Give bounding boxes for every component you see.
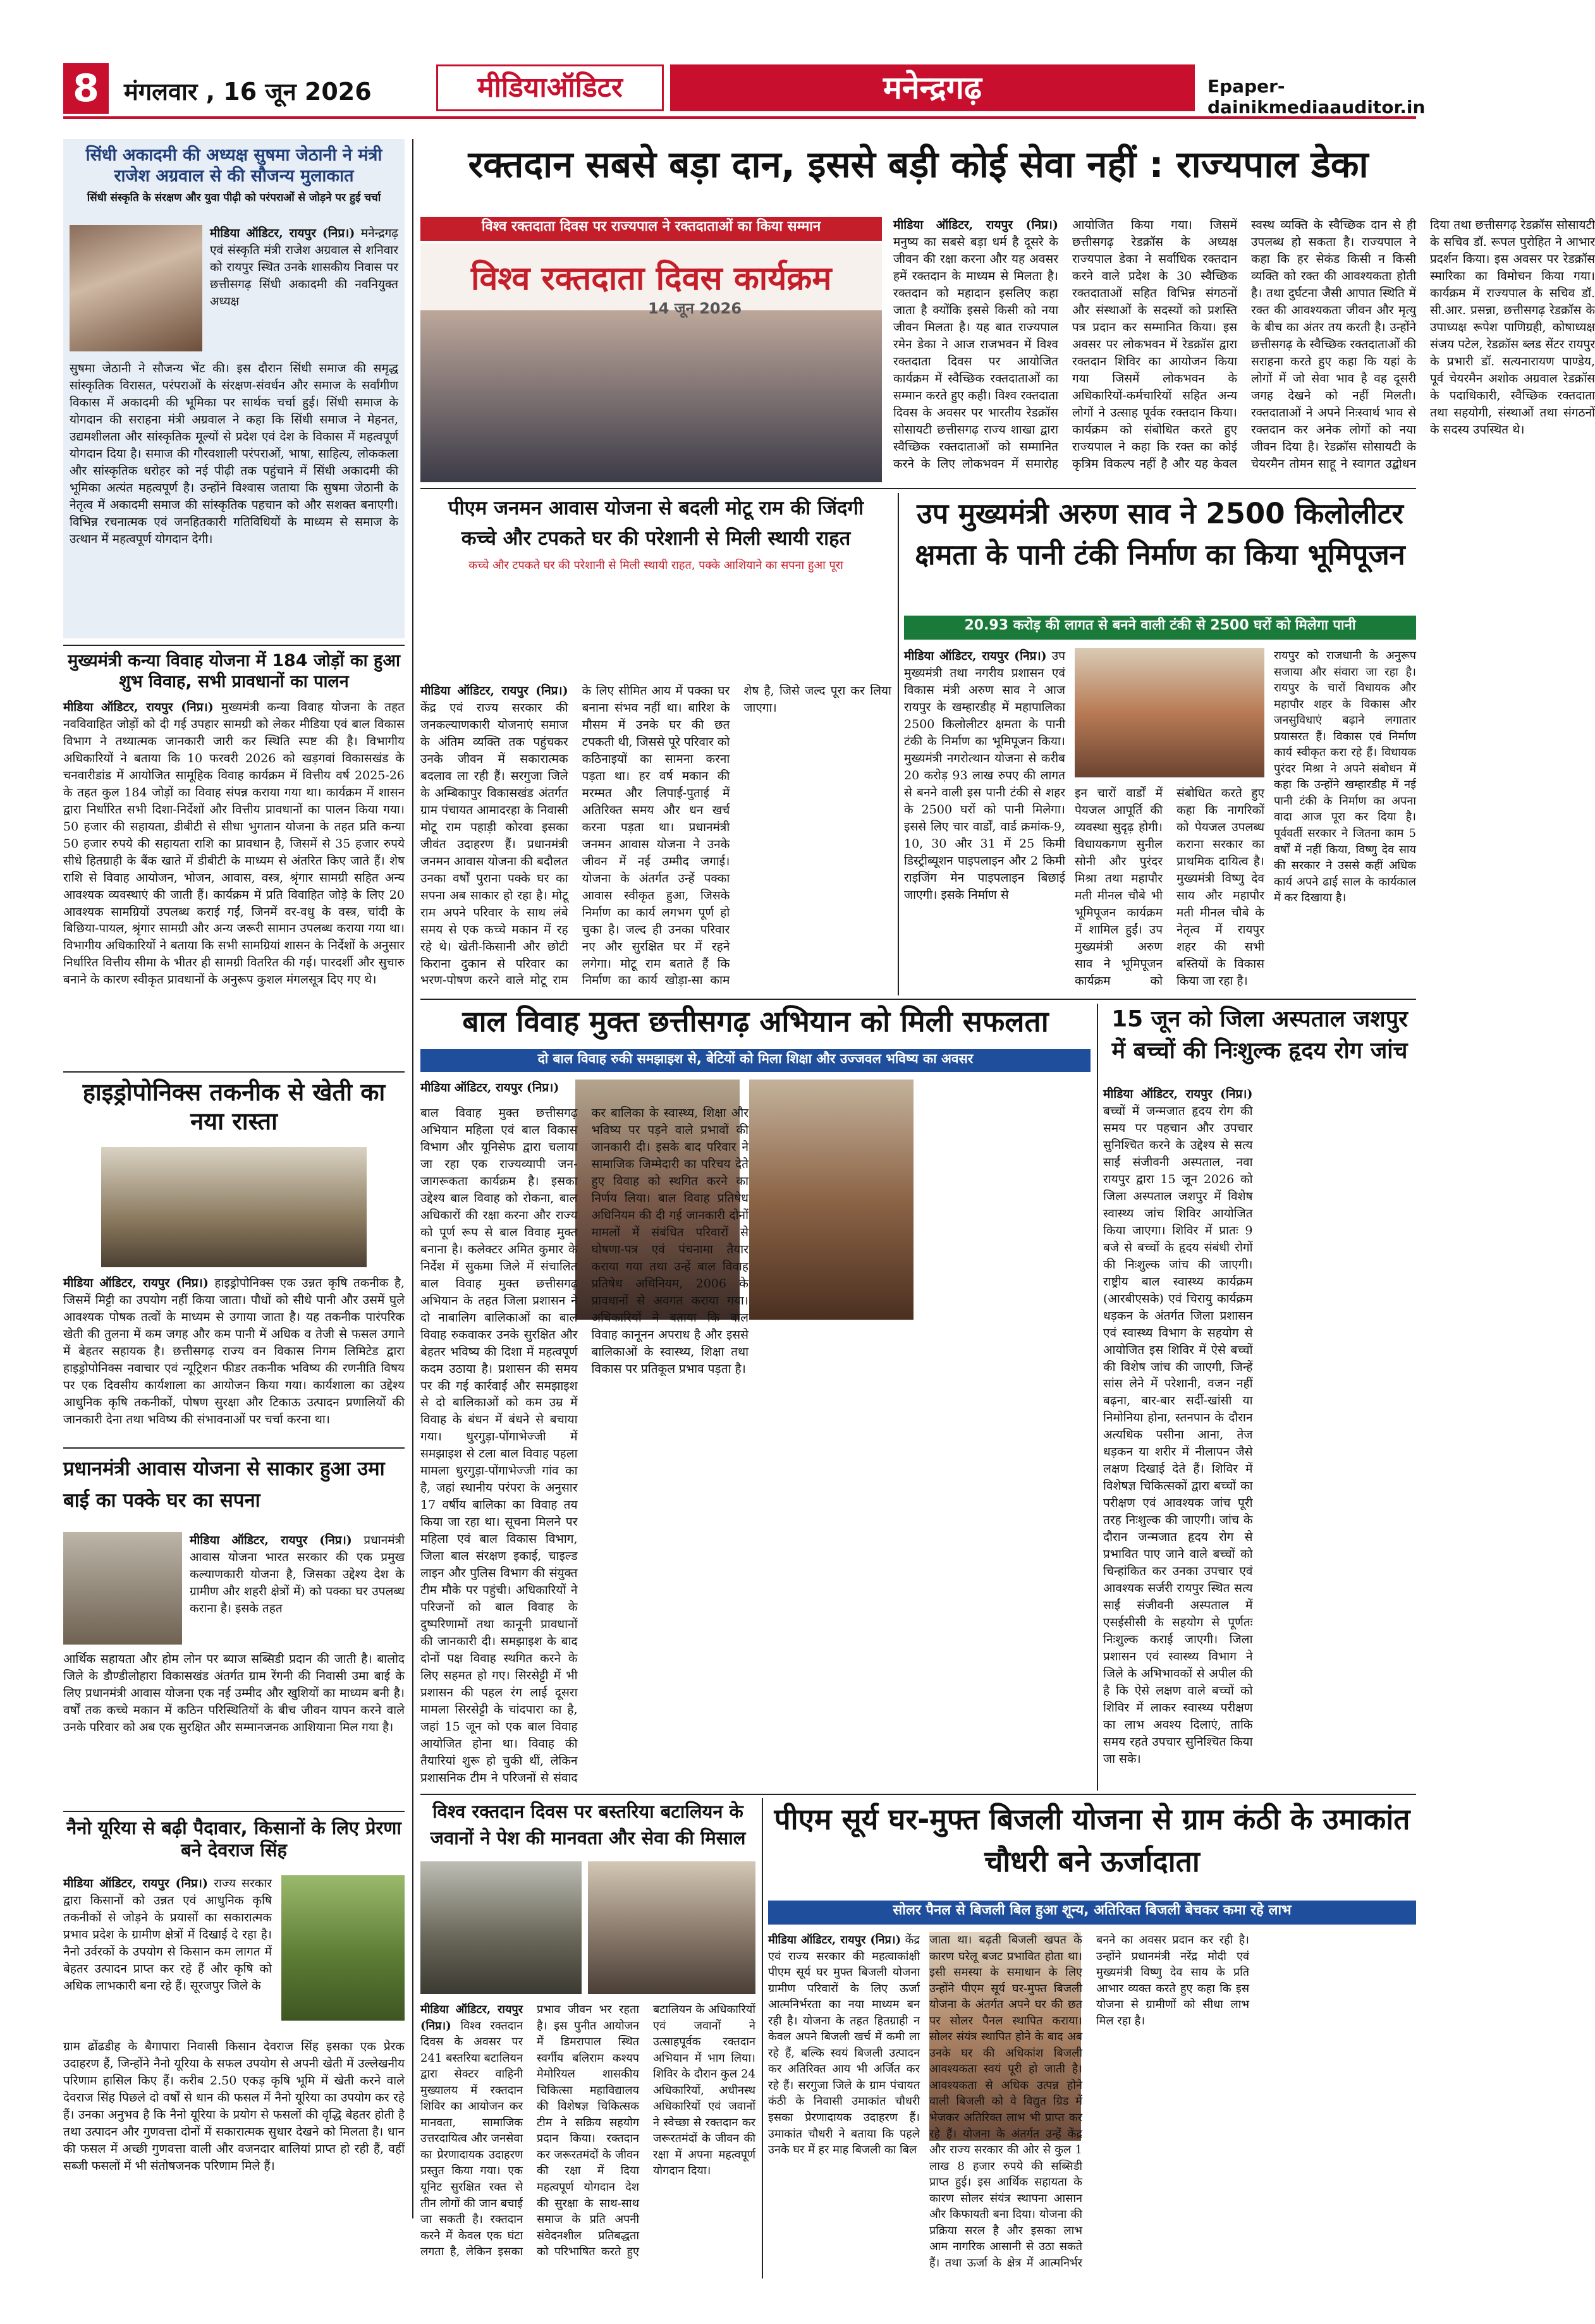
dateline: मीडिया ऑडिटर, रायपुर (निप्र।) <box>768 1933 901 1947</box>
headline: बाल विवाह मुक्त छत्तीसगढ़ अभियान को मिली सफलता <box>462 1004 1049 1038</box>
headline: उप मुख्यमंत्री अरुण साव ने 2500 किलोलीटर क्षमता के पानी टंकी निर्माण का किया भूमिपूजन <box>915 497 1405 572</box>
article-body: केंद्र एवं राज्य सरकार की जनकल्याणकारी योजनाएं समाज के अंतिम व्यक्ति तक पहुंचकर उनके जीवन में सकारात्मक बदलाव ला रही हैं। सरगुजा जिले के अम्बिकापुर विकासखंड अंतर्गत ग्राम पंचायत आमादरहा के निवासी मोटू राम पहाड़ी कोरवा इसका जीवंत उदाहरण हैं। प्रधानमंत्री जनमन आवास योजना की बदौलत उनका वर्षों पुराना पक्के घर का सपना अब साकार हो रहा है। मोटू राम अपने परिवार के साथ लंबे समय से एक कच्चे मकान में रह रहे थे। खेती-किसानी और छोटी किराना दुकान से परिवार का भरण-पोषण करने वाले मोटू राम के लिए सीमित आय में पक्का घर बनाना संभव नहीं था। बारिश के मौसम में उनके घर की छत टपकती थी, जिससे पूरे परिवार को कठिनाइयों का सामना करना पड़ता था। हर वर्ष मकान की मरम्मत और लिपाई-पुताई में अतिरिक्त समय और धन खर्च करना पड़ता था। प्रधानमंत्री जनमन आवास योजना ने उनके जीवन में नई उम्मीद जगाई। योजना के अंतर्गत उन्हें पक्का आवास स्वीकृत हुआ, जिसके निर्माण का कार्य लगभग पूर्ण हो चुका है। जल्द ही उनका परिवार नए और सुरक्षित घर में रहने लगेगा। मोटू राम बताते हैं कि निर्माण का कार्य खोड़ा-सा काम शेष है, जिसे जल्द पूरा कर लिया जाएगा। <box>420 684 891 988</box>
subheadline-band: विश्व रक्तदाता दिवस पर राज्यपाल ने रक्तदाताओं का किया सम्मान <box>420 217 882 241</box>
headline: पीएम जनमन आवास योजना से बदली मोटू राम की जिंदगी कच्चे और टपकते घर की परेशानी से मिली स्थायी राहत <box>448 497 864 551</box>
article-body-3: रायपुर को राजधानी के अनुरूप सजाया और संवारा जा रहा है। रायपुर के चारों विधायक और महापौर शहर के विकास और जनसुविधाएं बढ़ाने लगातार प्रयासरत हैं। विकास एवं निर्माण कार्य स्वीकृत करा रहे हैं। विधायक पुरंदर मिश्रा ने अपने संबोधन में कहा कि उन्होंने खम्हारडीह में नई पानी टंकी के निर्माण का अपना वादा आज पूरा कर दिया है। पूर्ववर्ती सरकार ने जितना काम 5 वर्षों में नहीं किया, विष्णु देव साय की सरकार ने उससे कहीं अधिक कार्य अपने ढाई साल के कार्यकाल में कर दिखाया है। <box>1274 649 1416 905</box>
masthead <box>63 61 1426 119</box>
subheadline: सिंधी संस्कृति के संरक्षण और युवा पीढ़ी को परंपराओं से जोड़ने पर हुई चर्चा <box>87 191 381 204</box>
article-battalion <box>420 1798 755 2278</box>
article-body: विश्व रक्तदान दिवस के अवसर पर 241 बस्तरिया बटालियन द्वारा सेक्टर वाहिनी मुख्यालय में रक्तदान शिविर का आयोजन कर मानवता, सामाजिक उत्तरदायित्व और जनसेवा का प्रेरणादायक उदाहरण प्रस्तुत किया गया। एक यूनिट सुरक्षित रक्त से तीन लोगों की जान बचाई जा सकती है। रक्तदान करने में केवल एक घंटा लगता है, लेकिन इसका प्रभाव जीवन भर रहता है। इस पुनीत आयोजन में डिमरापाल स्थित स्वर्गीय बलिराम कश्यप मेमोरियल शासकीय चिकित्सा महाविद्यालय की विशेषज्ञ चिकित्सक टीम ने सक्रिय सहयोग प्रदान किया। रक्तदान कर जरूरतमंदों के जीवन की रक्षा में दिया महत्वपूर्ण योगदान देश की सुरक्षा के साथ-साथ समाज के प्रति अपनी संवेदनशील प्रतिबद्धता को परिभाषित करते हुए बटालियन के अधिकारियों एवं जवानों ने उत्साहपूर्वक रक्तदान अभियान में भाग लिया। शिविर के दौरान कुल 24 अधिकारियों, अधीनस्थ अधिकारियों एवं जवानों ने स्वेच्छा से रक्तदान कर जरूरतमंदों के जीवन की रक्षा में अपना महत्वपूर्ण योगदान दिया। <box>420 2003 755 2259</box>
subheadline-band: दो बाल विवाह रुकी समझाइश से, बेटियों को मिला शिक्षा और उज्जवल भविष्य का अवसर <box>420 1049 1091 1072</box>
dateline: मीडिया ऑडिटर, रायपुर (निप्र।) <box>420 1081 559 1095</box>
article-intro: मनेन्द्रगढ़ एवं संस्कृति मंत्री राजेश अग्रवाल से शनिवार को रायपुर स्थित उनके शासकीय निवास पर छत्तीसगढ़ सिंधी अकादमी की नवनियुक्त अध्यक्ष <box>210 226 398 308</box>
article-sindhi <box>63 139 405 638</box>
article-hydroponics <box>63 1078 405 1444</box>
article-water-tank <box>904 493 1416 995</box>
dateline: मीडिया ऑडिटर, रायपुर (निप्र।) <box>63 700 214 714</box>
article-body-2: इन चारों वार्डों में पेयजल आपूर्ति की व्यवस्था सुदृढ़ होगी। विधायकगण सुनील सोनी और पुरंदर मिश्रा तथा महापौर मती मीनल चौबे भी भूमिपूजन कार्यक्रम में शामिल हुईं। उप मुख्यमंत्री अरुण साव ने भूमिपूजन कार्यक्रम को संबोधित करते हुए कहा कि नागरिकों को पेयजल उपलब्ध कराना सरकार का प्राथमिक दायित्व है। मुख्यमंत्री विष्णु देव साय और महापौर मती मीनल चौबे के नेतृत्व में रायपुर शहर की सभी बस्तियों के विकास किया जा रहा है। <box>1075 786 1264 988</box>
photo-farmer <box>281 1875 405 2021</box>
dateline: मीडिया ऑडिटर, रायपुर (निप्र।) <box>190 1533 352 1547</box>
photo-bhoomipujan <box>1075 648 1264 777</box>
article-kanya-vivah <box>63 651 405 1068</box>
photo-house <box>63 1532 182 1645</box>
article-raktdaan <box>420 142 1595 487</box>
headline: 15 जून को जिला अस्पताल जशपुर में बच्चों की निःशुल्क हृदय रोग जांच <box>1111 1006 1408 1064</box>
article-child-marriage <box>420 1004 1091 1791</box>
headline: मुख्यमंत्री कन्या विवाह योजना में 184 जोड़ों का हुआ शुभ विवाह, सभी प्रावधानों का पालन <box>68 651 400 691</box>
dateline: मीडिया ऑडिटर, रायपुर (निप्र।) <box>904 649 1047 663</box>
event-banner-text: विश्व रक्तदाता दिवस कार्यक्रम <box>471 260 832 298</box>
dateline: मीडिया ऑडिटर, रायपुर (निप्र।) <box>63 1877 209 1890</box>
event-banner-date: 14 जून 2026 <box>648 300 742 317</box>
headline: विश्व रक्तदान दिवस पर बस्तरिया बटालियन के जवानों ने पेश की मानवता और सेवा की मिसाल <box>430 1801 746 1849</box>
headline: पीएम सूर्य घर-मुफ्त बिजली योजना से ग्राम कंठी के उमाकांत चौधरी बने ऊर्जादाता <box>774 1802 1410 1878</box>
photo-governor-ceremony <box>420 243 882 482</box>
subheadline: कच्चे और टपकते घर की परेशानी से मिली स्थायी राहत, पक्के आशियाने का सपना हुआ पूरा <box>468 559 843 573</box>
photo-blood-donation-2 <box>588 1861 755 1994</box>
article-nano-urea <box>63 1817 405 2218</box>
article-intro: प्रधानमंत्री आवास योजना भारत सरकार की एक प्रमुख कल्याणकारी योजना है, जिसका उद्देश्य देश के ग्रामीण और शहरी क्षेत्रों में) को पक्का घर उपलब्ध कराना है। इसके तहत <box>190 1533 405 1615</box>
article-body: मनुष्य का सबसे बड़ा धर्म है दूसरे के जीवन की रक्षा करना और यह अवसर हमें रक्तदान के माध्यम से मिलता है। रक्तदान को महादान इसलिए कहा जाता है क्योंकि इससे किसी को नया जीवन मिलता है। यह बात राज्यपाल रमेन डेका ने आज राजभवन में विश्व रक्तदाता दिवस पर आयोजित कार्यक्रम में स्वैच्छिक रक्तदाताओं का सम्मान करते हुए कही। विश्व रक्तदाता दिवस के अवसर पर भारतीय रेडक्रॉस सोसायटी छत्तीसगढ़ राज्य शाखा द्वारा स्वैच्छिक रक्तदाताओं को सम्मानित करने के लिए लोकभवन में समारोह आयोजित किया गया। जिसमें छत्तीसगढ़ रेडक्रॉस के अध्यक्ष राज्यपाल डेका ने सर्वाधिक रक्तदान करने वाले प्रदेश के 30 स्वैच्छिक रक्तदाताओं सहित विभिन्न संगठनों और संस्थाओं के सदस्यों को प्रशस्ति पत्र प्रदान कर सम्मानित किया। इस अवसर पर लोकभवन में रेडक्रॉस द्वारा रक्तदान शिविर का आयोजन किया गया जिसमें लोकभवन के अधिकारियों-कर्मचारियों सहित अन्य लोगों ने उत्साह पूर्वक रक्तदान किया। कार्यक्रम को संबोधित करते हुए राज्यपाल ने कहा कि रक्त का कोई कृत्रिम विकल्प नहीं है और यह केवल स्वस्थ व्यक्ति के स्वैच्छिक दान से ही उपलब्ध हो सकता है। राज्यपाल ने कहा कि हर सेकंड किसी न किसी व्यक्ति को रक्त की आवश्यकता होती है। तथा दुर्घटना जैसी आपात स्थिति में रक्त की आवश्यकता जीवन और मृत्यु के बीच का अंतर तय करती है। उन्होंने छत्तीसगढ़ के स्वैच्छिक रक्तदाताओं की सराहना करते हुए कहा कि यहां के लोगों में जो सेवा भाव है वह दूसरी जगह देखने को नहीं मिलती। रक्तदाताओं ने अपने निःस्वार्थ भाव से रक्तदान कर अनेक लोगों को नया जीवन दिया है। रेडक्रॉस सोसायटी के चेयरमैन तोमन साहू ने स्वागत उद्बोधन दिया तथा छत्तीसगढ़ रेडक्रॉस सोसायटी के सचिव डॉ. रूपल पुरोहित ने आभार प्रदर्शन किया। इस अवसर पर रेडक्रॉस स्मारिका का विमोचन किया गया। कार्यक्रम में राज्यपाल के सचिव डॉ. सी.आर. प्रसन्ना, छत्तीसगढ़ रेडक्रॉस के उपाध्यक्ष रूपेश पाणिग्रही, कोषाध्यक्ष संजय पटेल, रेडक्रॉस ब्लड सेंटर रायपुर के प्रभारी डॉ. सत्यनारायण पाण्डेय, पूर्व चेयरमैन अशोक अग्रवाल रेडक्रॉस के पदाधिकारी, स्वैच्छिक रक्तदाता तथा सहयोगी, संस्थाओं तथा संगठनों के सदस्य उपस्थित थे। <box>893 218 1595 471</box>
subheadline-band: 20.93 करोड़ की लागत से बनने वाली टंकी से 2500 घरों को मिलेगा पानी <box>904 616 1416 640</box>
article-body-2: जाता था। बढ़ती बिजली खपत के कारण घरेलू बजट प्रभावित होता था। इसी समस्या के समाधान के लिए उन्होंने पीएम सूर्य घर-मुफ्त बिजली योजना के अंतर्गत अपने घर की छत पर सोलर पैनल स्थापित कराया। सोलर संयंत्र स्थापित होने के बाद अब उनके घर की अधिकांश बिजली आवश्यकता स्वयं पूरी हो जाती है। आवश्यकता से अधिक उत्पन्न होने वाली बिजली को वे विद्युत ग्रिड में भेजकर अतिरिक्त लाभ भी प्राप्त कर रहे हैं। योजना के अंतर्गत उन्हें केंद्र और राज्य सरकार की ओर से कुल 1 लाख 8 हजार रुपये की सब्सिडी प्राप्त हुई। इस आर्थिक सहायता के कारण सोलर संयंत्र स्थापना आसान और किफायती बना दिया। योजना की प्रक्रिया सरल है और इसका लाभ आम नागरिक आसानी से उठा सकते हैं। तथा ऊर्जा के क्षेत्र में आत्मनिर्भर बनने का अवसर प्रदान कर रही है। उन्होंने प्रधानमंत्री नरेंद्र मोदी एवं मुख्यमंत्री विष्णु देव साय के प्रति आभार व्यक्त करते हुए कहा कि इस योजना से ग्रामीणों को सीधा लाभ मिल रहा है। <box>929 1933 1249 2270</box>
article-body: बच्चों में जन्मजात हृदय रोग की समय पर पहचान और उपचार सुनिश्चित करने के उद्देश्य से सत्य साईं संजीवनी अस्पताल, नवा रायपुर द्वारा 15 जून 2026 को जिला अस्पताल जशपुर में विशेष स्वास्थ्य जांच शिविर आयोजित किया जाएगा। शिविर में प्रातः 9 बजे से बच्चों के हृदय संबंधी रोगों की निःशुल्क जांच की जाएगी। राष्ट्रीय बाल स्वास्थ्य कार्यक्रम (आरबीएसके) एवं चिरायु कार्यक्रम धड़कन के अंतर्गत जिला प्रशासन एवं स्वास्थ्य विभाग के सहयोग से आयोजित इस शिविर में ऐसे बच्चों की विशेष जांच की जाएगी, जिन्हें सांस लेने में परेशानी, वजन नहीं बढ़ना, बार-बार सर्दी-खांसी या निमोनिया होना, स्तनपान के दौरान अत्यधिक पसीना आना, तेज धड़कन या शरीर में नीलापन जैसे लक्षण दिखाई देते हैं। शिविर में विशेषज्ञ चिकित्सकों द्वारा बच्चों का परीक्षण एवं आवश्यक जांच पूरी तरह निःशुल्क की जाएगी। जांच के दौरान जन्मजात हृदय रोग से प्रभावित पाए जाने वाले बच्चों को चिन्हांकित कर उनका उपचार एवं आवश्यक सर्जरी रायपुर स्थित सत्य साईं संजीवनी अस्पताल में एसईसीसी के सहयोग से पूर्णतः निःशुल्क कराई जाएगी। जिला प्रशासन एवं स्वास्थ्य विभाग ने जिले के अभिभावकों से अपील की है कि ऐसे लक्षण वाले बच्चों को शिविर में लाकर स्वास्थ्य परीक्षण का लाभ अवश्य दिलाएं, ताकि समय रहते उपचार सुनिश्चित किया जा सके। <box>1103 1104 1253 1766</box>
headline: नैनो यूरिया से बढ़ी पैदावार, किसानों के लिए प्रेरणा बने देवराज सिंह <box>66 1817 401 1861</box>
dateline: मीडिया ऑडिटर, रायपुर (निप्र।) <box>63 1276 209 1290</box>
headline: सिंधी अकादमी की अध्यक्ष सुषमा जेठानी ने मंत्री राजेश अग्रवाल से की सौजन्य मुलाकात <box>85 145 382 186</box>
article-heart-camp <box>1103 1004 1416 1791</box>
page-number: 8 <box>63 63 109 114</box>
dateline: मीडिया ऑडिटर, रायपुर (निप्र।) <box>420 684 568 698</box>
article-body: आर्थिक सहायता और होम लोन पर ब्याज सब्सिडी प्रदान की जाती है। बालोद जिले के डौण्डीलोहारा विकासखंड अंतर्गत ग्राम रेंगनी की निवासी उमा बाई के लिए प्रधानमंत्री आवास योजना एक नई उम्मीद और खुशियों का माध्यम बनी है। वर्षों तक कच्चे मकान में कठिन परिस्थितियों के बीच जीवन यापन करने वाले उनके परिवार को अब एक सुरक्षित और सम्मानजनक आशियाना मिल गया है। <box>63 1652 405 1734</box>
subheadline-band: सोलर पैनल से बिजली बिल हुआ शून्य, अतिरिक्त बिजली बेचकर कमा रहे लाभ <box>768 1901 1416 1925</box>
article-body: मुख्यमंत्री कन्या विवाह योजना के तहत नवविवाहित जोड़ों को दी गई उपहार सामग्री को लेकर मीडिया एवं बाल विकास विभाग ने तथ्यात्मक जानकारी जारी कर स्थिति स्पष्ट की है। विभागीय अधिकारियों ने बताया कि 10 फरवरी 2026 को खड़गवां विकासखंड के चनवारीडांड में आयोजित सामूहिक विवाह कार्यक्रम में वित्तीय वर्ष 2025-26 के तहत कुल 184 जोड़ों का विवाह संपन्न कराया गया था। कार्यक्रम में शासन द्वारा निर्धारित सभी दिशा-निर्देशों और वित्तीय प्रावधानों का पालन किया गया। 50 हजार की सहायता, डीबीटी से सीधा भुगतान योजना के तहत प्रति कन्या 50 हजार रुपये की सहायता राशि का प्रावधान है, जिसमें से 35 हजार रुपये सीधे हितग्राही के बैंक खाते में डीबीटी के माध्यम से अंतरित किए जाते हैं। शेष राशि से विवाह आयोजन, भोजन, आवास, वस्त्र, श्रृंगार सामग्री सहित अन्य आवश्यक व्यवस्थाएं की जाती हैं। कार्यक्रम में प्रति विवाहित जोड़े के लिए 20 आवश्यक सामग्रियों उपलब्ध कराई गईं, जिनमें वर-वधु के वस्त्र, चांदी के बिछिया-पायल, श्रृंगार सामग्री और अन्य जरूरी सामान उपलब्ध कराया गया था। विभागीय अधिकारियों ने बताया कि सभी सामग्रियां शासन के निर्देशों के अनुसार निर्धारित वित्तीय सीमा के भीतर ही सामग्री वितरित की गई। पारदर्शी और सुचारु बनाने के कारण स्वीकृत प्रावधानों के अनुरूप कुशल मंगलसूत्र दिए गए थे। <box>63 700 405 987</box>
photo-workshop <box>101 1147 367 1267</box>
photo-blood-donation-1 <box>420 1861 582 1994</box>
dateline: मीडिया ऑडिटर, रायपुर (निप्र।) <box>210 226 355 240</box>
dateline: मीडिया ऑडिटर, रायपुर (निप्र।) <box>1103 1087 1253 1101</box>
article-body: हाइड्रोपोनिक्स एक उन्नत कृषि तकनीक है, जिसमें मिट्टी का उपयोग नहीं किया जाता। पौधों को सीधे पानी और उसमें घुले आवश्यक पोषक तत्वों के माध्यम से उगाया जाता है। यह तकनीक पारंपरिक खेती की तुलना में कम जगह और कम पानी में अधिक व तेजी से फसल उगाने में बेहतर सहायक है। छत्तीसगढ़ राज्य वन विकास निगम लिमिटेड द्वारा हाइड्रोपोनिक्स नवाचार एवं न्यूट्रिशन फीडर तकनीक भविष्य की रणनीति विषय पर एक दिवसीय कार्यशाला का आयोजन किया गया। कार्यशाला का उद्देश्य आधुनिक कृषि तकनीकों, पोषण सुरक्षा और टिकाऊ उत्पादन प्रणालियों की जानकारी देना तथा भविष्य की संभावनाओं पर चर्चा करना था। <box>63 1276 405 1427</box>
article-pm-janman <box>420 493 891 995</box>
article-body: बाल विवाह मुक्त छत्तीसगढ़ अभियान महिला एवं बाल विकास विभाग और यूनिसेफ द्वारा चलाया जा रहा एक राज्यव्यापी जन-जागरूकता कार्यक्रम है। इसका उद्देश्य बाल विवाह को रोकना, बाल अधिकारों की रक्षा करना और राज्य को पूर्ण रूप से बाल विवाह मुक्त बनाना है। कलेक्टर अमित कुमार के निर्देश में सुकमा जिले में संचालित बाल विवाह मुक्त छत्तीसगढ़ अभियान के तहत जिला प्रशासन ने दो नाबालिग बालिकाओं का बाल विवाह रुकवाकर उनके सुरक्षित और बेहतर भविष्य की दिशा में महत्वपूर्ण कदम उठाया है। प्रशासन की समय पर की गई कार्रवाई और समझाइश से दो बालिकाओं को कम उम्र में विवाह के बंधन में बंधने से बचाया गया। धुरगुड़ा-पोंगाभेज्जी में समझाइश से टला बाल विवाह पहला मामला धुरगुड़ा-पोंगाभेज्जी गांव का है, जहां स्थानीय परंपरा के अनुसार 17 वर्षीय बालिका का विवाह तय किया जा रहा था। सूचना मिलने पर महिला एवं बाल विकास विभाग, जिला बाल संरक्षण इकाई, चाइल्ड लाइन और पुलिस विभाग की संयुक्त टीम मौके पर पहुंची। अधिकारियों ने परिजनों को बाल विवाह के दुष्परिणामों तथा कानूनी प्रावधानों की जानकारी दी। समझाइश के बाद दोनों पक्ष विवाह स्थगित करने के लिए सहमत हो गए। सिरसेट्टी में भी प्रशासन की पहल रंग लाई दूसरा मामला सिरसेट्टी के चांदपारा का है, जहां 15 जून को एक बाल विवाह आयोजित होना था। विवाह की तैयारियां शुरू हो चुकी थीं, लेकिन प्रशासनिक टीम ने परिजनों से संवाद कर बालिका के स्वास्थ्य, शिक्षा और भविष्य पर पड़ने वाले प्रभावों की जानकारी दी। इसके बाद परिवार ने सामाजिक जिम्मेदारी का परिचय देते हुए विवाह को स्थगित करने का निर्णय लिया। बाल विवाह प्रतिषेध अधिनियम की दी गई जानकारी दोनों मामलों में संबंधित परिवारों से घोषणा-पत्र एवं पंचनामा तैयार कराया गया तथा उन्हें बाल विवाह प्रतिषेध अधिनियम, 2006 के प्रावधानों से अवगत कराया गया। अधिकारियों ने बताया कि बाल विवाह कानूनन अपराध है और इससे बालिकाओं के स्वास्थ्य, शिक्षा तथा विकास पर प्रतिकूल प्रभाव पड़ता है। <box>420 1106 749 1785</box>
article-body: केंद्र एवं राज्य सरकार की महत्वाकांक्षी पीएम सूर्य घर मुफ्त बिजली योजना ग्रामीण परिवारों के लिए ऊर्जा आत्मनिर्भरता का नया माध्यम बन रही है। योजना के तहत हितग्राही न केवल अपने बिजली खर्च में कमी ला रहे हैं, बल्कि स्वयं बिजली उत्पादन कर अतिरिक्त आय भी अर्जित कर रहे हैं। सरगुजा जिले के ग्राम पंचायत कंठी के निवासी उमाकांत चौधरी इसका प्रेरणादायक उदाहरण हैं। उमाकांत चौधरी ने बताया कि पहले उनके घर में हर माह बिजली का बिल <box>768 1933 920 2157</box>
issue-date: मंगलवार , 16 जून 2026 <box>124 78 372 106</box>
city-banner: मनेन्द्रगढ़ <box>670 64 1195 111</box>
article-body: उप मुख्यमंत्री तथा नगरीय प्रशासन एवं विकास मंत्री अरुण साव ने आज रायपुर के खम्हारडीह में महापालिका 2500 किलोलीटर क्षमता के पानी टंकी के निर्माण का भूमिपूजन किया। मुख्यमंत्री नगरोत्थान योजना से करीब 20 करोड़ 93 लाख रुपए की लागत से बनने वाली इस पानी टंकी से शहर के 2500 घरों को पानी मिलेगा। इससे लिए चार वार्डों, वार्ड क्रमांक-9, 10, 30 और 31 में 25 किमी डिस्ट्रीब्यूशन पाइपलाइन और 2 किमी राइजिंग मेन पाइपलाइन बिछाई जाएगी। इसके निर्माण से <box>904 649 1066 902</box>
dateline: मीडिया ऑडिटर, रायपुर (निप्र।) <box>893 218 1058 232</box>
article-body: सुषमा जेठानी ने सौजन्य भेंट की। इस दौरान सिंधी समाज की समृद्ध सांस्कृतिक विरासत, परंपराओं के संरक्षण-संवर्धन और समाज के सर्वांगीण विकास में अकादमी की भूमिका पर सार्थक चर्चा हुई। सिंधी समाज के योगदान की सराहना मंत्री अग्रवाल ने कहा कि सिंधी समाज ने मेहनत, उद्यमशीलता और सांस्कृतिक मूल्यों से प्रदेश एवं देश के विकास में महत्वपूर्ण योगदान दिया है। समाज की गौरवशाली परंपराओं, भाषा, साहित्य, लोककला और सांस्कृतिक धरोहर को नई पीढ़ी तक पहुंचाने में सिंधी अकादमी की भूमिका अत्यंत महत्वपूर्ण है। उन्होंने विश्वास जताया कि सुषमा जेठानी के नेतृत्व में अकादमी समाज की सांस्कृतिक पहचान को और सशक्त बनाएगी। विभिन्न रचनात्मक एवं जनहितकारी गतिविधियों के माध्यम से समाज के उत्थान में महत्वपूर्ण योगदान देगी। <box>70 362 398 546</box>
epaper-link[interactable]: Epaper- dainikmediaauditor.in <box>1207 76 1426 118</box>
photo-meeting <box>70 225 202 351</box>
paper-name: मीडियाऑडिटर <box>436 64 664 111</box>
article-intro: राज्य सरकार द्वारा किसानों को उन्नत एवं आधुनिक कृषि तकनीकों से जोड़ने के प्रयासों का सकारात्मक प्रभाव प्रदेश के ग्रामीण क्षेत्रों में दिखाई दे रहा है। नैनो उर्वरकों के उपयोग से किसान कम लागत में बेहतर उत्पादन प्राप्त कर रहे हैं और कृषि को अधिक लाभकारी बना रहे हैं। सूरजपुर जिले के <box>63 1877 272 1993</box>
headline: प्रधानमंत्री आवास योजना से साकार हुआ उमा बाई का पक्के घर का सपना <box>63 1457 385 1512</box>
dateline: मीडिया ऑडिटर, रायपुर (निप्र।) <box>420 2003 523 2033</box>
headline: रक्तदान सबसे बड़ा दान, इससे बड़ी कोई सेवा नहीं : राज्यपाल डेका <box>468 143 1369 186</box>
article-pm-awas <box>63 1454 405 1808</box>
headline: हाइड्रोपोनिक्स तकनीक से खेती का नया रास्ता <box>82 1078 386 1136</box>
article-body: ग्राम ढोंढडीह के बैगापारा निवासी किसान देवराज सिंह इसका एक प्रेरक उदाहरण हैं, जिन्होंने नैनो यूरिया के सफल उपयोग से अपनी खेती में उल्लेखनीय परिणाम हासिल किए हैं। करीब 2.50 एकड़ कृषि भूमि में खेती करने वाले देवराज सिंह पिछले दो वर्षों से धान की फसल में नैनो यूरिया का उपयोग कर रहे हैं। उनका अनुभव है कि नैनो यूरिया के प्रयोग से फसलों की वृद्धि बेहतर होती है तथा उत्पादन और गुणवत्ता दोनों में सकारात्मक सुधार देखने को मिलता है। धान की फसल में अच्छी गुणवत्ता वाली और वजनदार बालियां प्राप्त हो रही हैं, वहीं सब्जी फसलों में भी संतोषजनक परिणाम मिले हैं। <box>63 2040 405 2173</box>
article-solar <box>768 1798 1416 2278</box>
left-column <box>63 139 405 2218</box>
